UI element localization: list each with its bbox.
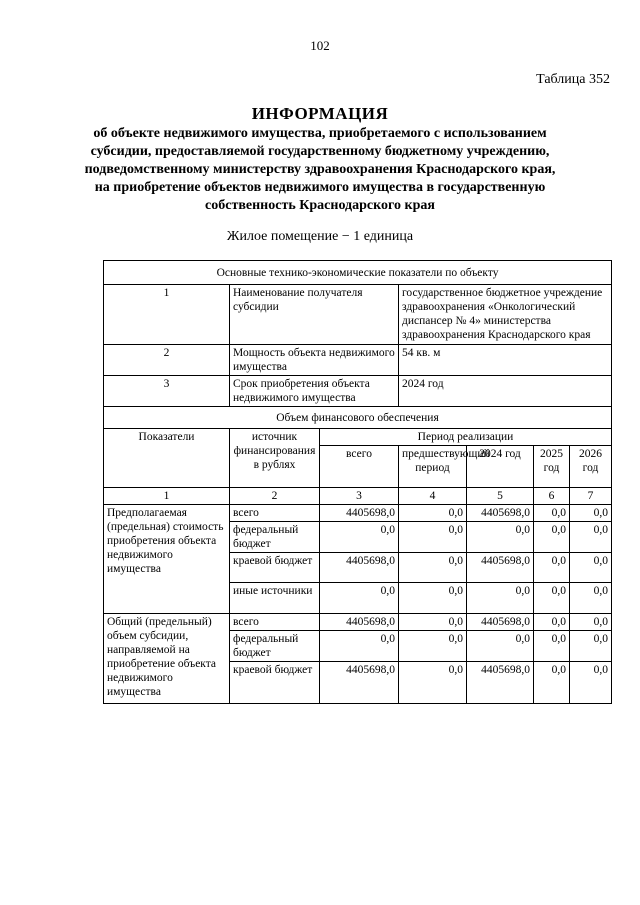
value-cell: 0,0 (570, 522, 612, 553)
source-cell: федеральный бюджет (230, 631, 320, 662)
source-cell: краевой бюджет (230, 553, 320, 583)
row-value: 2024 год (399, 376, 612, 407)
title-line: субсидии, предоставляемой государственному бюджетному учреждению, (90, 144, 550, 159)
value-cell: 0,0 (320, 583, 399, 614)
page-number: 102 (310, 38, 330, 53)
value-cell: 0,0 (399, 505, 467, 522)
col-prev-header: предшествующий период (399, 446, 467, 488)
value-cell: 4405698,0 (467, 553, 534, 583)
value-cell: 0,0 (399, 631, 467, 662)
title-line: на приобретение объектов недвижимого имущества в государственную (94, 180, 546, 195)
value-cell: 0,0 (570, 614, 612, 631)
value-cell: 0,0 (570, 553, 612, 583)
title-line: собственность Краснодарского края (205, 198, 435, 213)
source-cell: краевой бюджет (230, 662, 320, 704)
row-value: 54 кв. м (399, 345, 612, 376)
column-number: 4 (399, 488, 467, 505)
source-cell: федеральный бюджет (230, 522, 320, 553)
value-cell: 0,0 (467, 522, 534, 553)
value-cell: 0,0 (534, 614, 570, 631)
column-number: 3 (320, 488, 399, 505)
row-value: государственное бюджетное учреждение здравоохранения «Онкологический диспансер № 4» министерства здравоохранения Краснодарского края (399, 285, 612, 345)
value-cell: 0,0 (534, 553, 570, 583)
row-number: 1 (104, 285, 230, 345)
value-cell: 0,0 (399, 662, 467, 704)
period-header: Период реализации (320, 429, 612, 446)
indicator-cell: Общий (предельный) объем субсидии, направляемой на приобретение объекта недвижимого имущества (104, 614, 230, 704)
info-table (103, 260, 612, 704)
col-source-header: источник финансирования в рублях (230, 429, 320, 488)
row-label: Наименование получателя субсидии (230, 285, 399, 345)
value-cell: 0,0 (570, 662, 612, 704)
source-cell: всего (230, 505, 320, 522)
section1-header: Основные технико-экономические показатели по объекту (104, 261, 612, 285)
value-cell: 0,0 (320, 522, 399, 553)
value-cell: 0,0 (534, 631, 570, 662)
value-cell: 4405698,0 (467, 662, 534, 704)
source-cell: всего (230, 614, 320, 631)
column-number: 2 (230, 488, 320, 505)
title-line: подведомственному министерству здравоохранения Краснодарского края, (84, 162, 556, 177)
column-number: 5 (467, 488, 534, 505)
value-cell: 4405698,0 (320, 614, 399, 631)
column-number: 6 (534, 488, 570, 505)
value-cell: 4405698,0 (467, 505, 534, 522)
subheading: Жилое помещение − 1 единица (226, 229, 414, 244)
value-cell: 4405698,0 (320, 505, 399, 522)
value-cell: 0,0 (467, 631, 534, 662)
value-cell: 0,0 (534, 662, 570, 704)
value-cell: 0,0 (320, 631, 399, 662)
value-cell: 0,0 (399, 583, 467, 614)
value-cell: 0,0 (534, 583, 570, 614)
value-cell: 0,0 (534, 505, 570, 522)
col-2026-header: 2026 год (570, 446, 612, 488)
source-cell: иные источники (230, 583, 320, 614)
value-cell: 4405698,0 (467, 614, 534, 631)
col-indicators-header: Показатели (104, 429, 230, 488)
table-label: Таблица 352 (536, 72, 610, 87)
value-cell: 0,0 (467, 583, 534, 614)
value-cell: 0,0 (570, 583, 612, 614)
col-2025-header: 2025 год (534, 446, 570, 488)
row-number: 2 (104, 345, 230, 376)
title-line: об объекте недвижимого имущества, приобретаемого с использованием (93, 126, 547, 141)
value-cell: 0,0 (534, 522, 570, 553)
title-main: ИНФОРМАЦИЯ (251, 104, 389, 123)
col-total-header: всего (320, 446, 399, 488)
column-number: 7 (570, 488, 612, 505)
value-cell: 0,0 (399, 614, 467, 631)
row-label: Срок приобретения объекта недвижимого имущества (230, 376, 399, 407)
value-cell: 0,0 (570, 631, 612, 662)
value-cell: 0,0 (399, 553, 467, 583)
col-2024-header: 2024 год (467, 446, 534, 488)
document-title (20, 104, 620, 215)
row-number: 3 (104, 376, 230, 407)
value-cell: 4405698,0 (320, 553, 399, 583)
column-number: 1 (104, 488, 230, 505)
value-cell: 0,0 (399, 522, 467, 553)
section2-header: Объем финансового обеспечения (104, 407, 612, 429)
row-label: Мощность объекта недвижимого имущества (230, 345, 399, 376)
indicator-cell: Предполагаемая (предельная) стоимость приобретения объекта недвижимого имущества (104, 505, 230, 614)
value-cell: 0,0 (570, 505, 612, 522)
value-cell: 4405698,0 (320, 662, 399, 704)
